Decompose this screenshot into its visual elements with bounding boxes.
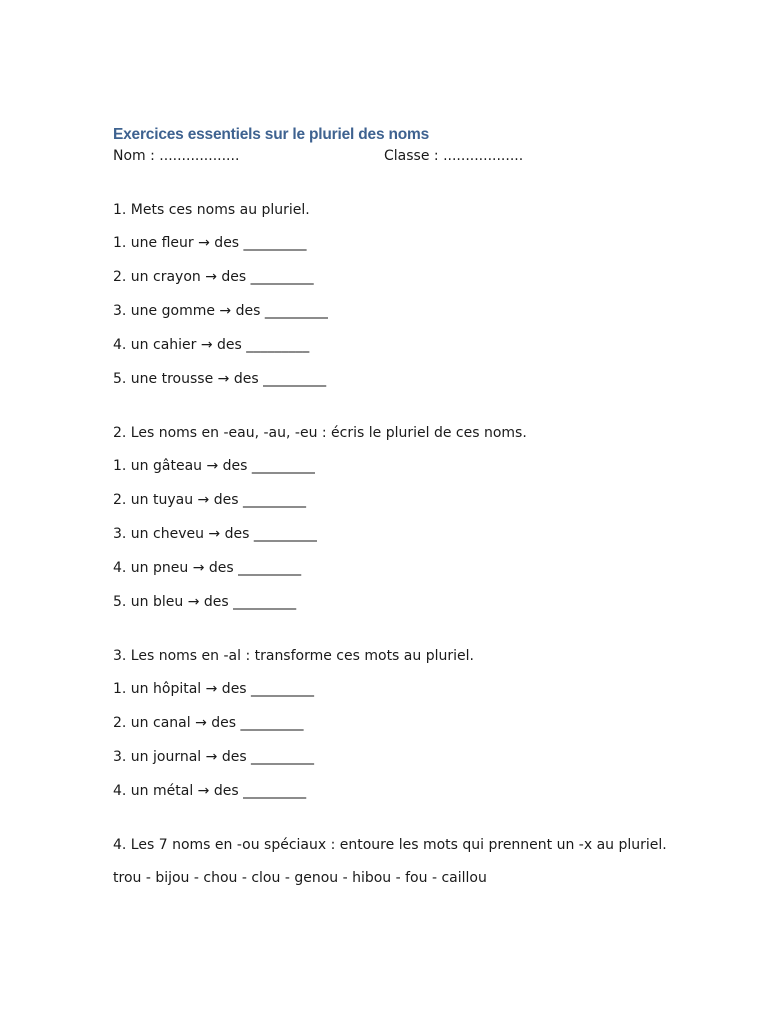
- exercise-item: 3. un journal → des _________: [113, 749, 315, 765]
- student-info-row: [113, 146, 673, 166]
- exercise-4-instruction: 4. Les 7 noms en -ou spéciaux : entoure les mots qui prennent un -x au pluriel.: [113, 837, 667, 853]
- exercise-item: 1. un hôpital → des _________: [113, 681, 315, 697]
- exercise-item: 3. une gomme → des _________: [113, 303, 328, 319]
- worksheet-page: [113, 124, 673, 888]
- exercise-3-instruction: 3. Les noms en -al : transforme ces mots au pluriel.: [113, 648, 474, 664]
- exercise-item: 3. un cheveu → des _________: [113, 526, 317, 542]
- exercise-3: [113, 646, 673, 801]
- exercise-2: [113, 423, 673, 612]
- exercise-item: 5. une trousse → des _________: [113, 371, 327, 387]
- exercise-item: 1. un gâteau → des _________: [113, 458, 315, 474]
- exercise-item: 2. un canal → des _________: [113, 715, 304, 731]
- worksheet-title: Exercices essentiels sur le pluriel des noms: [113, 126, 430, 143]
- exercise-item: 1. une fleur → des _________: [113, 235, 307, 251]
- exercise-item: 2. un crayon → des _________: [113, 269, 314, 285]
- nom-field-label: Nom : ..................: [113, 148, 240, 164]
- exercise-1-instruction: 1. Mets ces noms au pluriel.: [113, 202, 310, 218]
- exercise-item: 4. un métal → des _________: [113, 783, 307, 799]
- classe-field-label: Classe : ..................: [384, 148, 524, 164]
- exercise-item: 2. un tuyau → des _________: [113, 492, 306, 508]
- exercise-item: 4. un cahier → des _________: [113, 337, 310, 353]
- exercise-2-instruction: 2. Les noms en -eau, -au, -eu : écris le pluriel de ces noms.: [113, 425, 527, 441]
- exercise-item: 5. un bleu → des _________: [113, 594, 297, 610]
- exercise-4: [113, 835, 673, 888]
- exercise-1: [113, 200, 673, 389]
- exercise-4-word-list: trou - bijou - chou - clou - genou - hibou - fou - caillou: [113, 870, 487, 886]
- exercise-item: 4. un pneu → des _________: [113, 560, 302, 576]
